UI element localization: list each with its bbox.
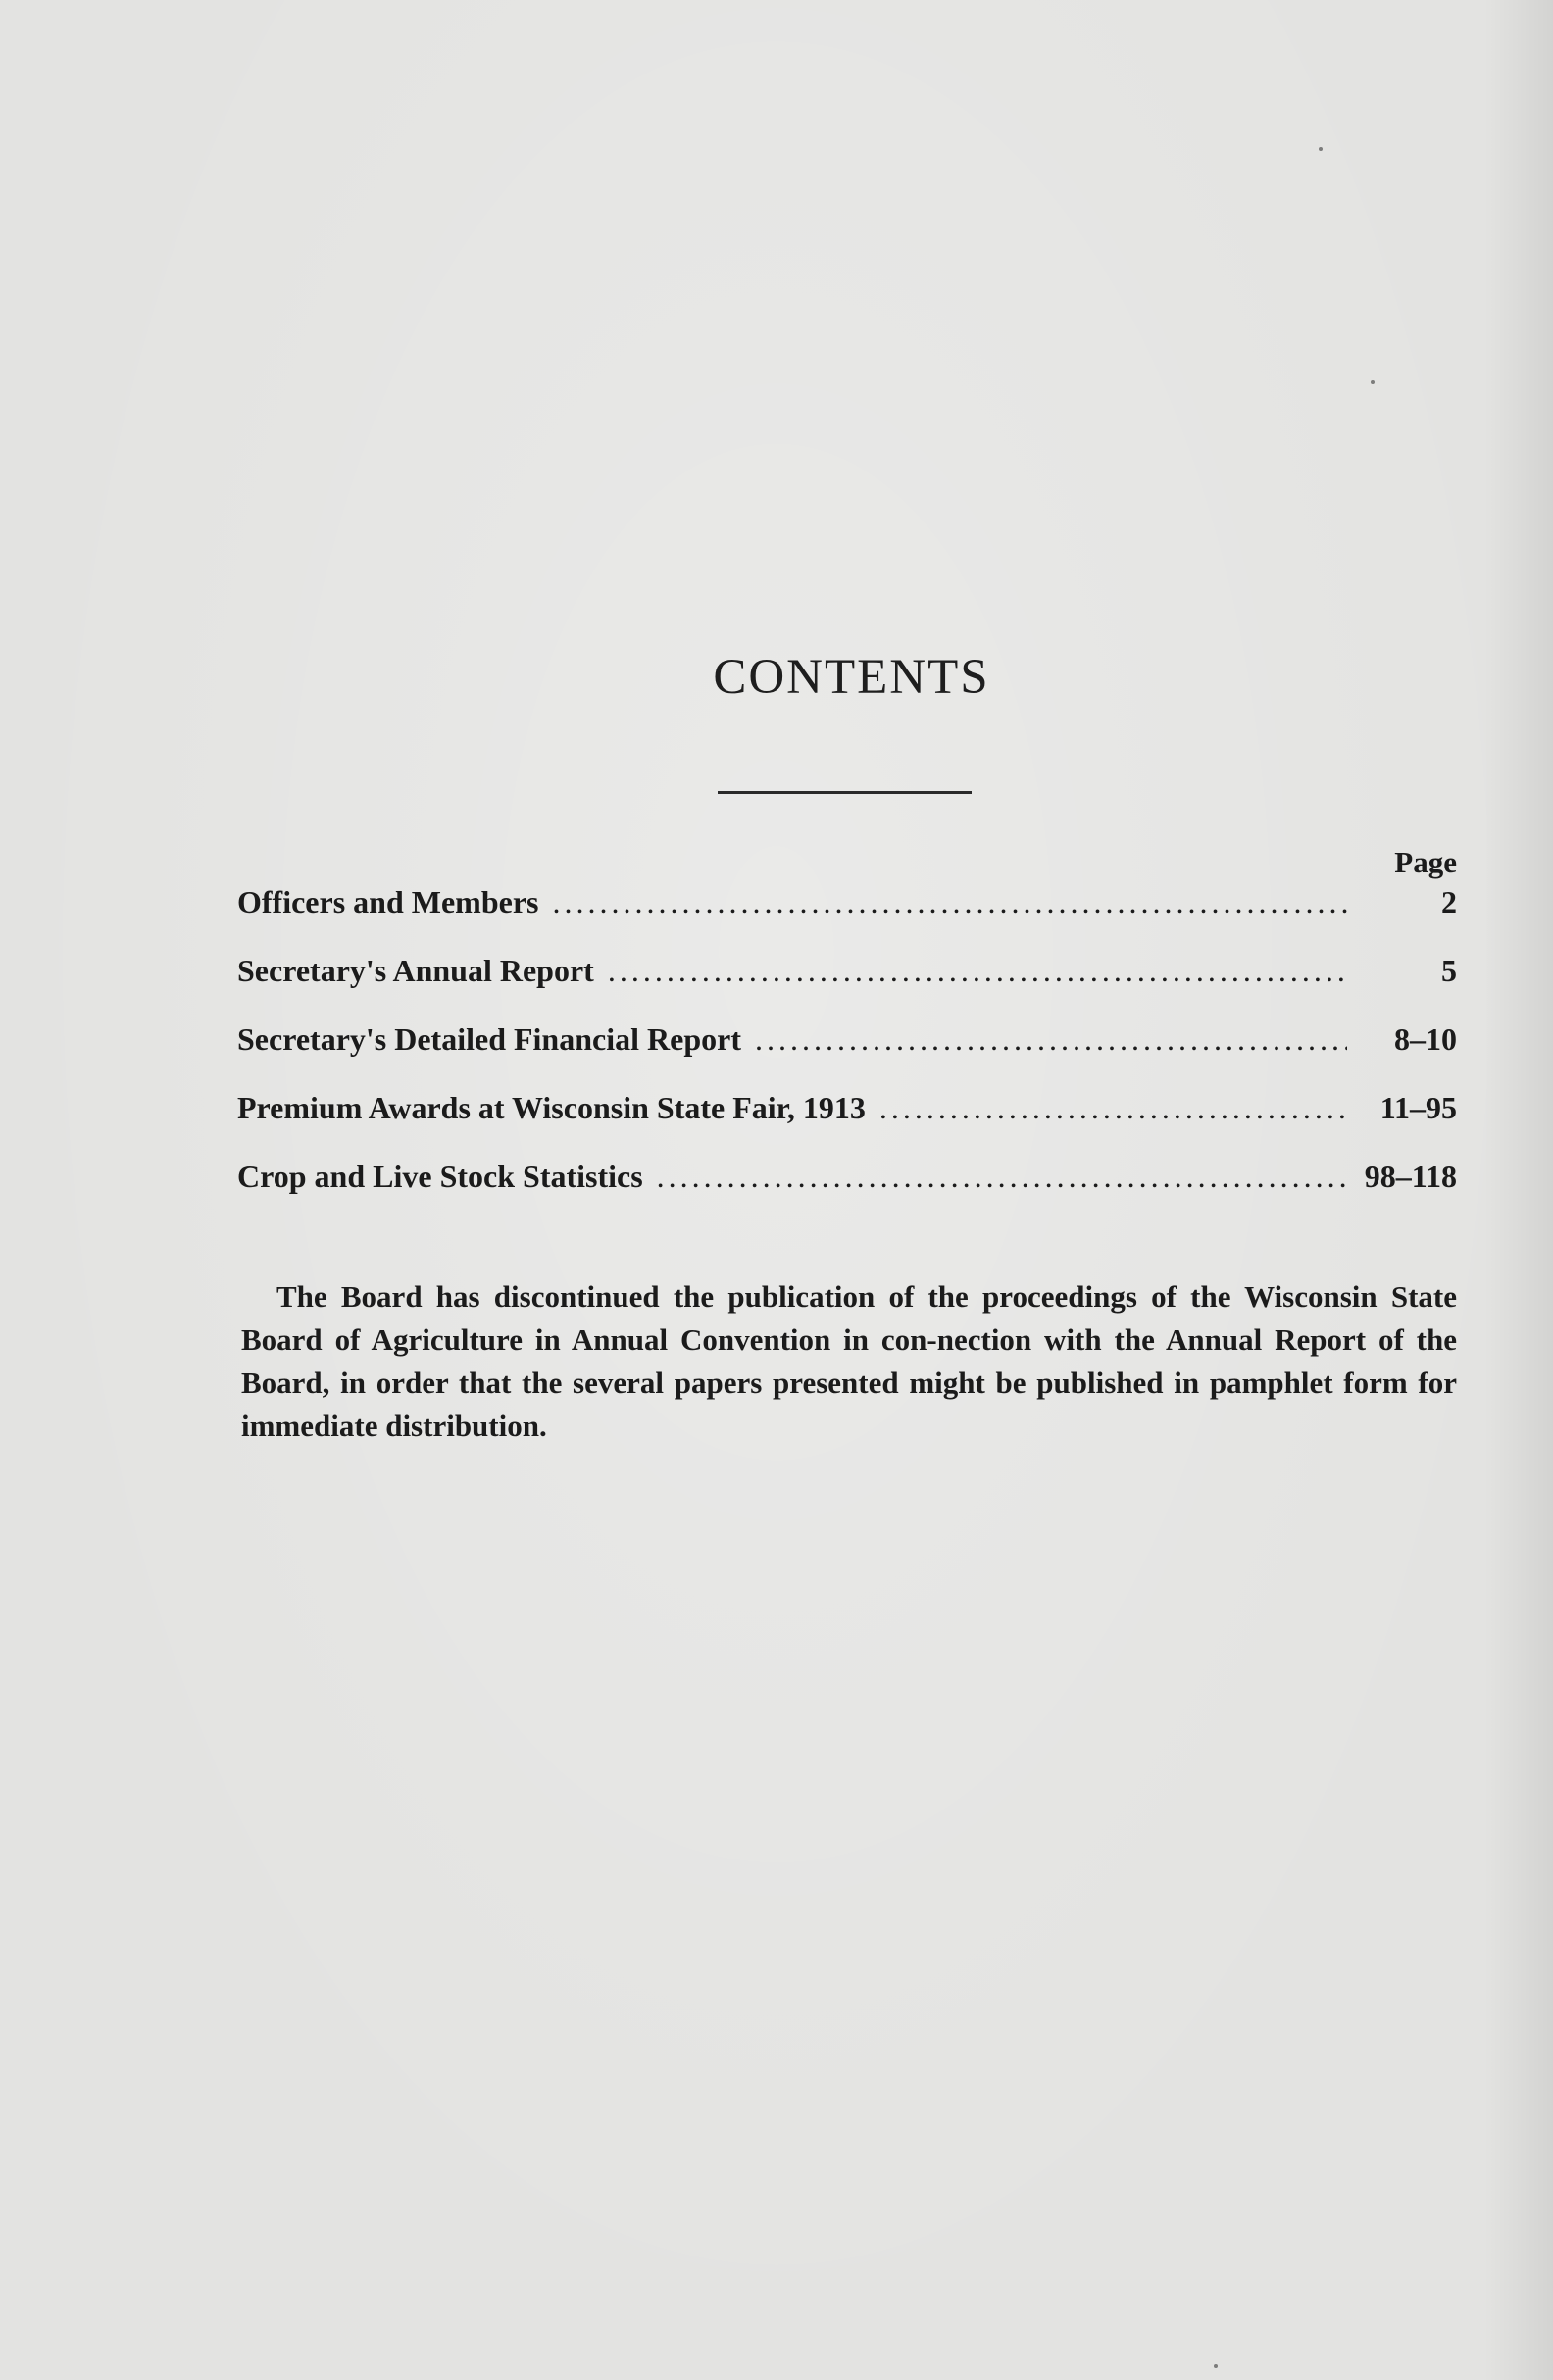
toc-entry-page: 5 [1441,953,1457,988]
paper-speck [1319,147,1323,151]
toc-entry-label: Premium Awards at Wisconsin State Fair, 1913 [237,1090,866,1125]
toc-entry-label: Officers and Members [237,884,539,919]
publication-note: The Board has discontinued the publication of the proceedings of the Wisconsin State Board of Agriculture in Annual Convention in con-nection with the Annual Report of the Board, in order that the several papers presented might be published in pamphlet form for immediate distribution. [241,1279,1457,1443]
title-underline-rule [718,791,972,794]
toc-entry [237,884,1457,953]
toc-entry [237,1021,1457,1090]
toc-entry [237,953,1457,1021]
toc-entry-label: Secretary's Annual Report [237,953,594,988]
toc-entry [237,1159,1457,1227]
table-of-contents [237,884,1457,1227]
dot-leader [755,1021,1347,1058]
toc-entry-page: 2 [1441,884,1457,919]
dot-leader [879,1090,1347,1126]
dot-leader [552,884,1347,920]
toc-entry-page: 98–118 [1364,1159,1457,1194]
page-column-header: Page [1394,845,1457,879]
paper-speck [1214,2364,1218,2368]
toc-entry-label: Crop and Live Stock Statistics [237,1159,643,1194]
toc-entry-page: 11–95 [1379,1090,1457,1125]
page-edge-shadow [1484,0,1553,2380]
paper-speck [1371,380,1375,384]
toc-entry-label: Secretary's Detailed Financial Report [237,1021,741,1057]
toc-entry [237,1090,1457,1159]
show-through-bleed-top [1108,69,1133,147]
dot-leader [608,953,1347,989]
contents-title: CONTENTS [713,650,990,706]
toc-entry-page: 8–10 [1394,1021,1457,1057]
dot-leader [657,1159,1347,1195]
